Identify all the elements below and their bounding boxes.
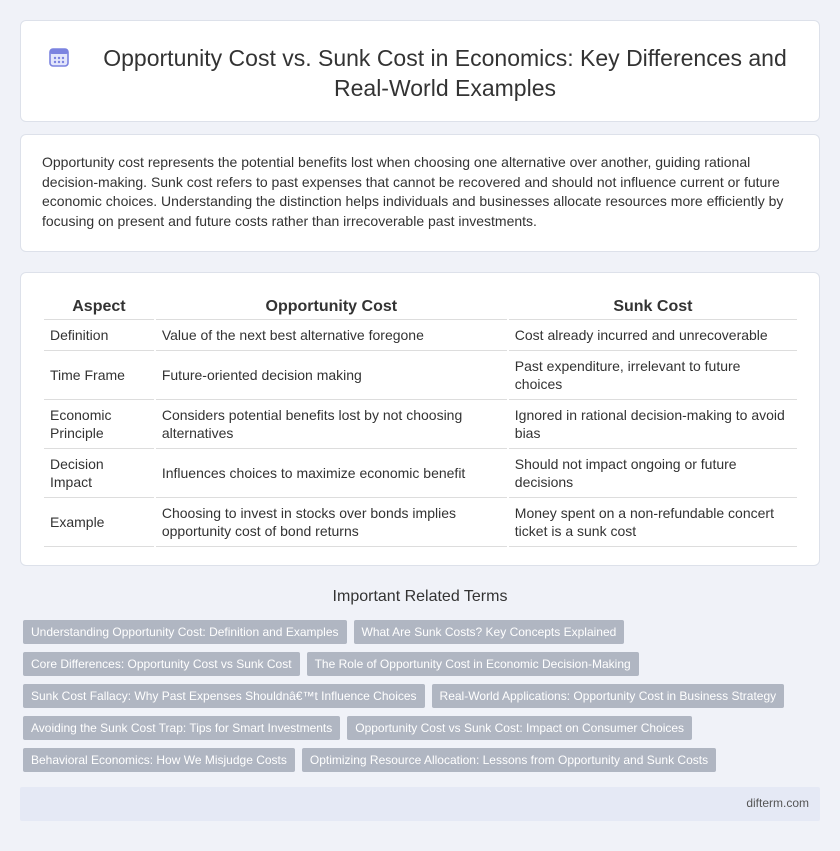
comparison-table bbox=[42, 292, 799, 547]
comparison-table-card bbox=[20, 272, 820, 566]
sunk-cost-cell: Cost already incurred and unrecoverable bbox=[509, 320, 797, 351]
aspect-cell: Economic Principle bbox=[44, 400, 154, 449]
footer-site-link[interactable]: difterm.com bbox=[746, 796, 809, 810]
opportunity-cost-cell: Considers potential benefits lost by not choosing alternatives bbox=[156, 400, 507, 449]
sunk-cost-cell: Money spent on a non-refundable concert ticket is a sunk cost bbox=[509, 498, 797, 547]
page-title: Opportunity Cost vs. Sunk Cost in Economics: Key Differences and Real-World Examples bbox=[103, 45, 787, 101]
opportunity-cost-cell: Future-oriented decision making bbox=[156, 351, 507, 400]
related-tags-row bbox=[23, 716, 692, 740]
aspect-cell: Decision Impact bbox=[44, 449, 154, 498]
opportunity-cost-cell: Choosing to invest in stocks over bonds implies opportunity cost of bond returns bbox=[156, 498, 507, 547]
intro-card bbox=[20, 134, 820, 252]
sunk-cost-cell: Should not impact ongoing or future decisions bbox=[509, 449, 797, 498]
related-term-link[interactable]: Understanding Opportunity Cost: Definition and Examples bbox=[23, 620, 347, 644]
table-header-row bbox=[44, 292, 797, 320]
aspect-cell: Example bbox=[44, 498, 154, 547]
aspect-cell: Time Frame bbox=[44, 351, 154, 400]
related-term-link[interactable]: Optimizing Resource Allocation: Lessons from Opportunity and Sunk Costs bbox=[302, 748, 716, 772]
table-row bbox=[44, 498, 797, 547]
related-tags-row bbox=[23, 684, 784, 708]
related-term-link[interactable]: Opportunity Cost vs Sunk Cost: Impact on Consumer Choices bbox=[347, 716, 692, 740]
table-row bbox=[44, 449, 797, 498]
sunk-cost-cell: Past expenditure, irrelevant to future choices bbox=[509, 351, 797, 400]
header-sunk-cost: Sunk Cost bbox=[509, 292, 797, 320]
intro-paragraph: Opportunity cost represents the potential benefits lost when choosing one alternative over another, guiding rational decision-making. Sunk cost refers to past expenses that cannot be recovered and should not influence current or future economic choices. Understanding the distinction helps individuals and businesses allocate resources more efficiently by focusing on present and future costs rather than irrecoverable past investments. bbox=[42, 154, 784, 229]
opportunity-cost-cell: Influences choices to maximize economic benefit bbox=[156, 449, 507, 498]
table-row bbox=[44, 351, 797, 400]
header-opportunity-cost: Opportunity Cost bbox=[156, 292, 507, 320]
calendar-icon bbox=[48, 46, 70, 68]
related-term-link[interactable]: Behavioral Economics: How We Misjudge Costs bbox=[23, 748, 295, 772]
related-term-link[interactable]: Real-World Applications: Opportunity Cost in Business Strategy bbox=[432, 684, 785, 708]
table-row bbox=[44, 400, 797, 449]
opportunity-cost-cell: Value of the next best alternative foregone bbox=[156, 320, 507, 351]
sunk-cost-cell: Ignored in rational decision-making to avoid bias bbox=[509, 400, 797, 449]
related-term-link[interactable]: Core Differences: Opportunity Cost vs Sunk Cost bbox=[23, 652, 300, 676]
footer bbox=[20, 787, 820, 821]
header-card bbox=[20, 20, 820, 122]
related-term-link[interactable]: What Are Sunk Costs? Key Concepts Explained bbox=[354, 620, 625, 644]
related-tags-row bbox=[23, 748, 716, 772]
related-tags-row bbox=[23, 652, 639, 676]
aspect-cell: Definition bbox=[44, 320, 154, 351]
related-term-link[interactable]: Avoiding the Sunk Cost Trap: Tips for Smart Investments bbox=[23, 716, 340, 740]
related-term-link[interactable]: Sunk Cost Fallacy: Why Past Expenses Shouldnâ€™t Influence Choices bbox=[23, 684, 425, 708]
related-terms-title: Important Related Terms bbox=[332, 588, 508, 605]
table-row bbox=[44, 320, 797, 351]
related-tags-row bbox=[23, 620, 624, 644]
related-term-link[interactable]: The Role of Opportunity Cost in Economic Decision-Making bbox=[307, 652, 639, 676]
header-aspect: Aspect bbox=[44, 292, 154, 320]
